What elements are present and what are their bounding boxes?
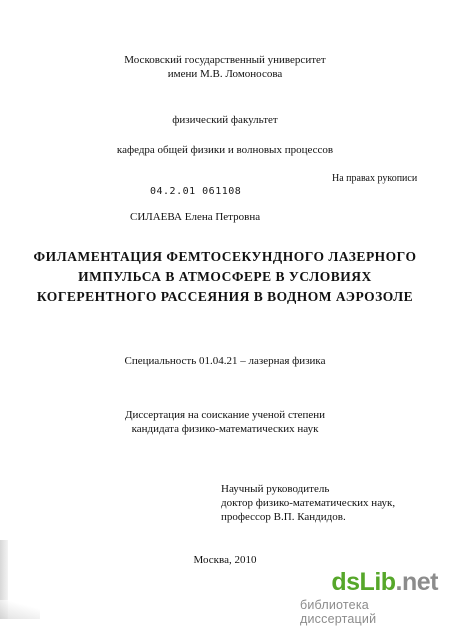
faculty-name: физический факультет: [172, 114, 278, 126]
department-name: кафедра общей физики и волновых процессов: [116, 144, 334, 156]
university-name-line1: Московский государственный университет: [124, 54, 326, 66]
logo-part-2: .net: [395, 568, 438, 596]
advisor-degree: доктор физико-математических наук,: [221, 497, 396, 509]
dissertation-degree-line1: Диссертация на соискание ученой степени: [124, 409, 326, 421]
thesis-title-line1: ФИЛАМЕНТАЦИЯ ФЕМТОСЕКУНДНОГО ЛАЗЕРНОГО: [33, 249, 417, 264]
specialty-line: Специальность 01.04.21 – лазерная физика: [124, 355, 326, 367]
registration-stamp-number: 04.2.01 061108: [150, 186, 242, 197]
watermark-caption: библиотека диссертаций: [300, 598, 377, 626]
dslib-logo: [331, 568, 438, 596]
logo-part-1: dsLib: [331, 568, 396, 596]
advisor-name: профессор В.П. Кандидов.: [221, 511, 346, 523]
dissertation-degree-line2: кандидата физико-математических наук: [131, 423, 319, 435]
university-name-line2: имени М.В. Ломоносова: [167, 68, 283, 80]
place-and-year: Москва, 2010: [193, 554, 257, 566]
author-name: СИЛАЕВА Елена Петровна: [130, 211, 261, 223]
manuscript-rights-note: На правах рукописи: [332, 173, 418, 184]
thesis-title-line2: ИМПУЛЬСА В АТМОСФЕРЕ В УСЛОВИЯХ: [78, 269, 372, 284]
dslib-watermark: [300, 568, 446, 626]
scan-corner-shadow: [0, 600, 40, 619]
advisor-label: Научный руководитель: [221, 483, 330, 495]
thesis-title-line3: КОГЕРЕНТНОГО РАССЕЯНИЯ В ВОДНОМ АЭРОЗОЛЕ: [36, 289, 414, 304]
